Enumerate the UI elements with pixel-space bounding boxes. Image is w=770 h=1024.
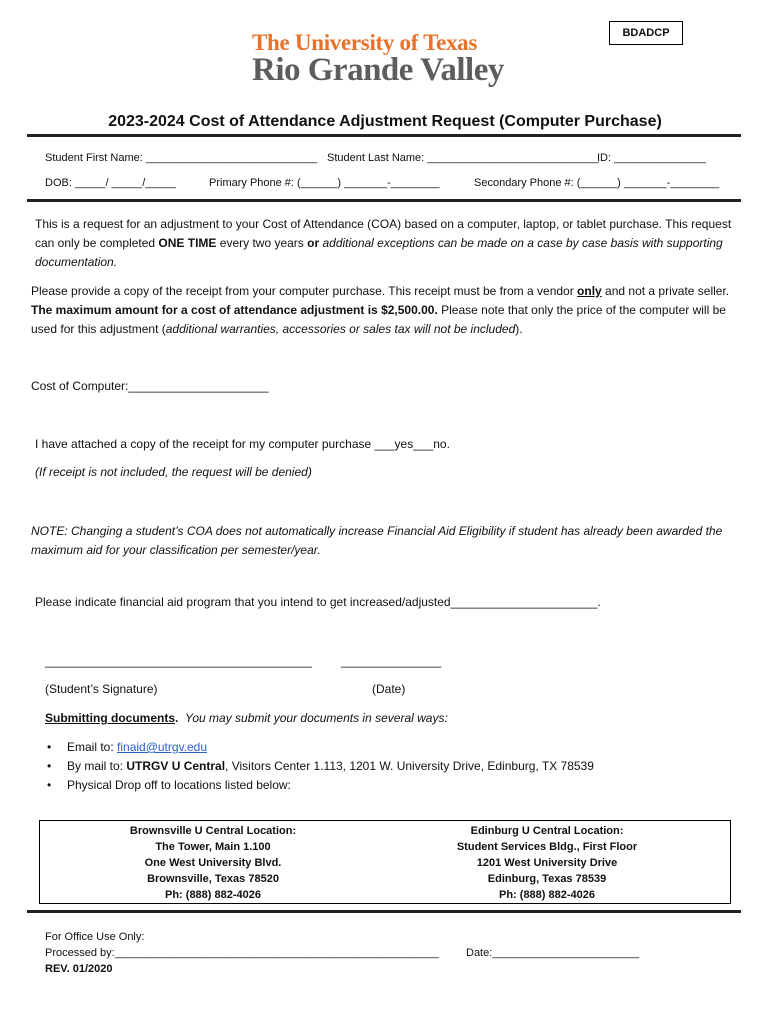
list-item <box>45 776 735 795</box>
location-building: Student Services Bldg., First Floor <box>456 841 638 853</box>
intro-text: and not a private seller. <box>601 284 730 298</box>
intro-text: This is a request for an adjustment to your Cost of Attendance (COA) based on a computer, laptop, or tablet purchase. This request can only be completed <box>35 217 732 250</box>
page-title: 2023-2024 Cost of Attendance Adjustment Request (Computer Purchase) <box>108 113 662 130</box>
university-logo-line1: The University of Texas <box>252 30 478 55</box>
brownsville-location <box>48 823 378 903</box>
location-street: 1201 West University Drive <box>476 857 618 869</box>
intro-text: Please provide a copy of the receipt from your computer purchase. This receipt must be from a vendor <box>31 284 578 298</box>
submitting-title-punct: . <box>175 711 179 725</box>
first-name-field[interactable]: Student First Name: ____________________________ <box>45 152 318 164</box>
submission-methods-list <box>45 738 735 795</box>
list-item <box>45 738 735 757</box>
office-date-field[interactable]: Date:________________________ <box>466 947 640 959</box>
location-city: Brownsville, Texas 78520 <box>147 873 279 885</box>
location-phone: Ph: (888) 882-4026 <box>499 889 595 901</box>
max-amount-note: The maximum amount for a cost of attendance adjustment is $2,500.00. <box>31 303 438 317</box>
office-divider <box>27 910 741 913</box>
location-building: The Tower, Main 1.100 <box>155 841 271 853</box>
email-label: Email to: <box>67 740 118 754</box>
revision-label: REV. 01/2020 <box>45 963 113 975</box>
dob-field[interactable]: DOB: _____/ _____/_____ <box>45 177 176 189</box>
intro-italic: additional exceptions can be made on a case by case basis with supporting documentation. <box>35 236 723 269</box>
submitting-title: Submitting documents <box>45 711 175 725</box>
university-logo-line2: Rio Grande Valley <box>252 52 504 88</box>
intro-paragraph-2 <box>31 282 741 339</box>
last-name-field[interactable]: Student Last Name: ____________________________ <box>327 152 599 164</box>
fields-divider <box>27 199 741 202</box>
date-label: (Date) <box>372 682 406 696</box>
mail-address: , Visitors Center 1.113, 1201 W. University Drive, Edinburg, TX 78539 <box>225 759 594 773</box>
locations-box <box>39 820 731 904</box>
secondary-phone-field[interactable]: Secondary Phone #: (______) _______-________ <box>474 177 720 189</box>
intro-text: every two years <box>216 236 308 250</box>
location-phone: Ph: (888) 882-4026 <box>165 889 261 901</box>
location-title: Brownsville U Central Location: <box>129 825 297 837</box>
list-item <box>45 757 735 776</box>
intro-emphasis: ONE TIME <box>158 236 217 250</box>
email-link[interactable]: finaid@utrgv.edu <box>117 740 208 754</box>
intro-text: Please note that only the price of the computer will be used for this adjustment ( <box>31 303 726 336</box>
office-use-heading: For Office Use Only: <box>45 931 145 943</box>
primary-phone-field[interactable]: Primary Phone #: (______) _______-________ <box>209 177 440 189</box>
cost-of-computer-field[interactable]: Cost of Computer:_____________________ <box>31 379 269 393</box>
receipt-note: (If receipt is not included, the request will be denied) <box>35 465 312 479</box>
location-city: Edinburg, Texas 78539 <box>487 873 607 885</box>
processed-by-field[interactable]: Processed by:_____________________________________________________ <box>45 947 439 959</box>
intro-paragraph-1 <box>35 215 735 272</box>
mail-office: UTRGV U Central <box>126 759 226 773</box>
financial-aid-note: NOTE: Changing a student’s COA does not automatically increase Financial Aid Eligibility if student has already been awarded the maximum aid for your classification per semester/year. <box>31 524 723 557</box>
submitting-subtext: You may submit your documents in several ways: <box>185 711 448 725</box>
title-divider <box>27 134 741 137</box>
date-line[interactable]: _______________ <box>341 654 442 668</box>
aid-program-field[interactable]: Please indicate financial aid program that you intend to get increased/adjusted______________________. <box>35 595 601 609</box>
intro-emphasis: or <box>307 236 320 250</box>
drop-off-text: Physical Drop off to locations listed below: <box>67 778 291 792</box>
signature-line[interactable]: ________________________________________ <box>45 654 312 668</box>
id-field[interactable]: ID: _______________ <box>597 152 706 164</box>
intro-emphasis: only <box>577 284 602 298</box>
intro-italic: additional warranties, accessories or sales tax will not be included <box>165 322 516 336</box>
mail-label: By mail to: <box>67 759 127 773</box>
signature-label: (Student’s Signature) <box>45 682 158 696</box>
edinburg-location <box>382 823 712 903</box>
form-code-badge: BDADCP <box>609 21 683 45</box>
intro-text: ). <box>515 322 523 336</box>
receipt-attached-field[interactable]: I have attached a copy of the receipt for my computer purchase ___yes___no. <box>35 437 450 451</box>
location-title: Edinburg U Central Location: <box>470 825 624 837</box>
location-street: One West University Blvd. <box>144 857 282 869</box>
submitting-heading <box>45 709 448 728</box>
